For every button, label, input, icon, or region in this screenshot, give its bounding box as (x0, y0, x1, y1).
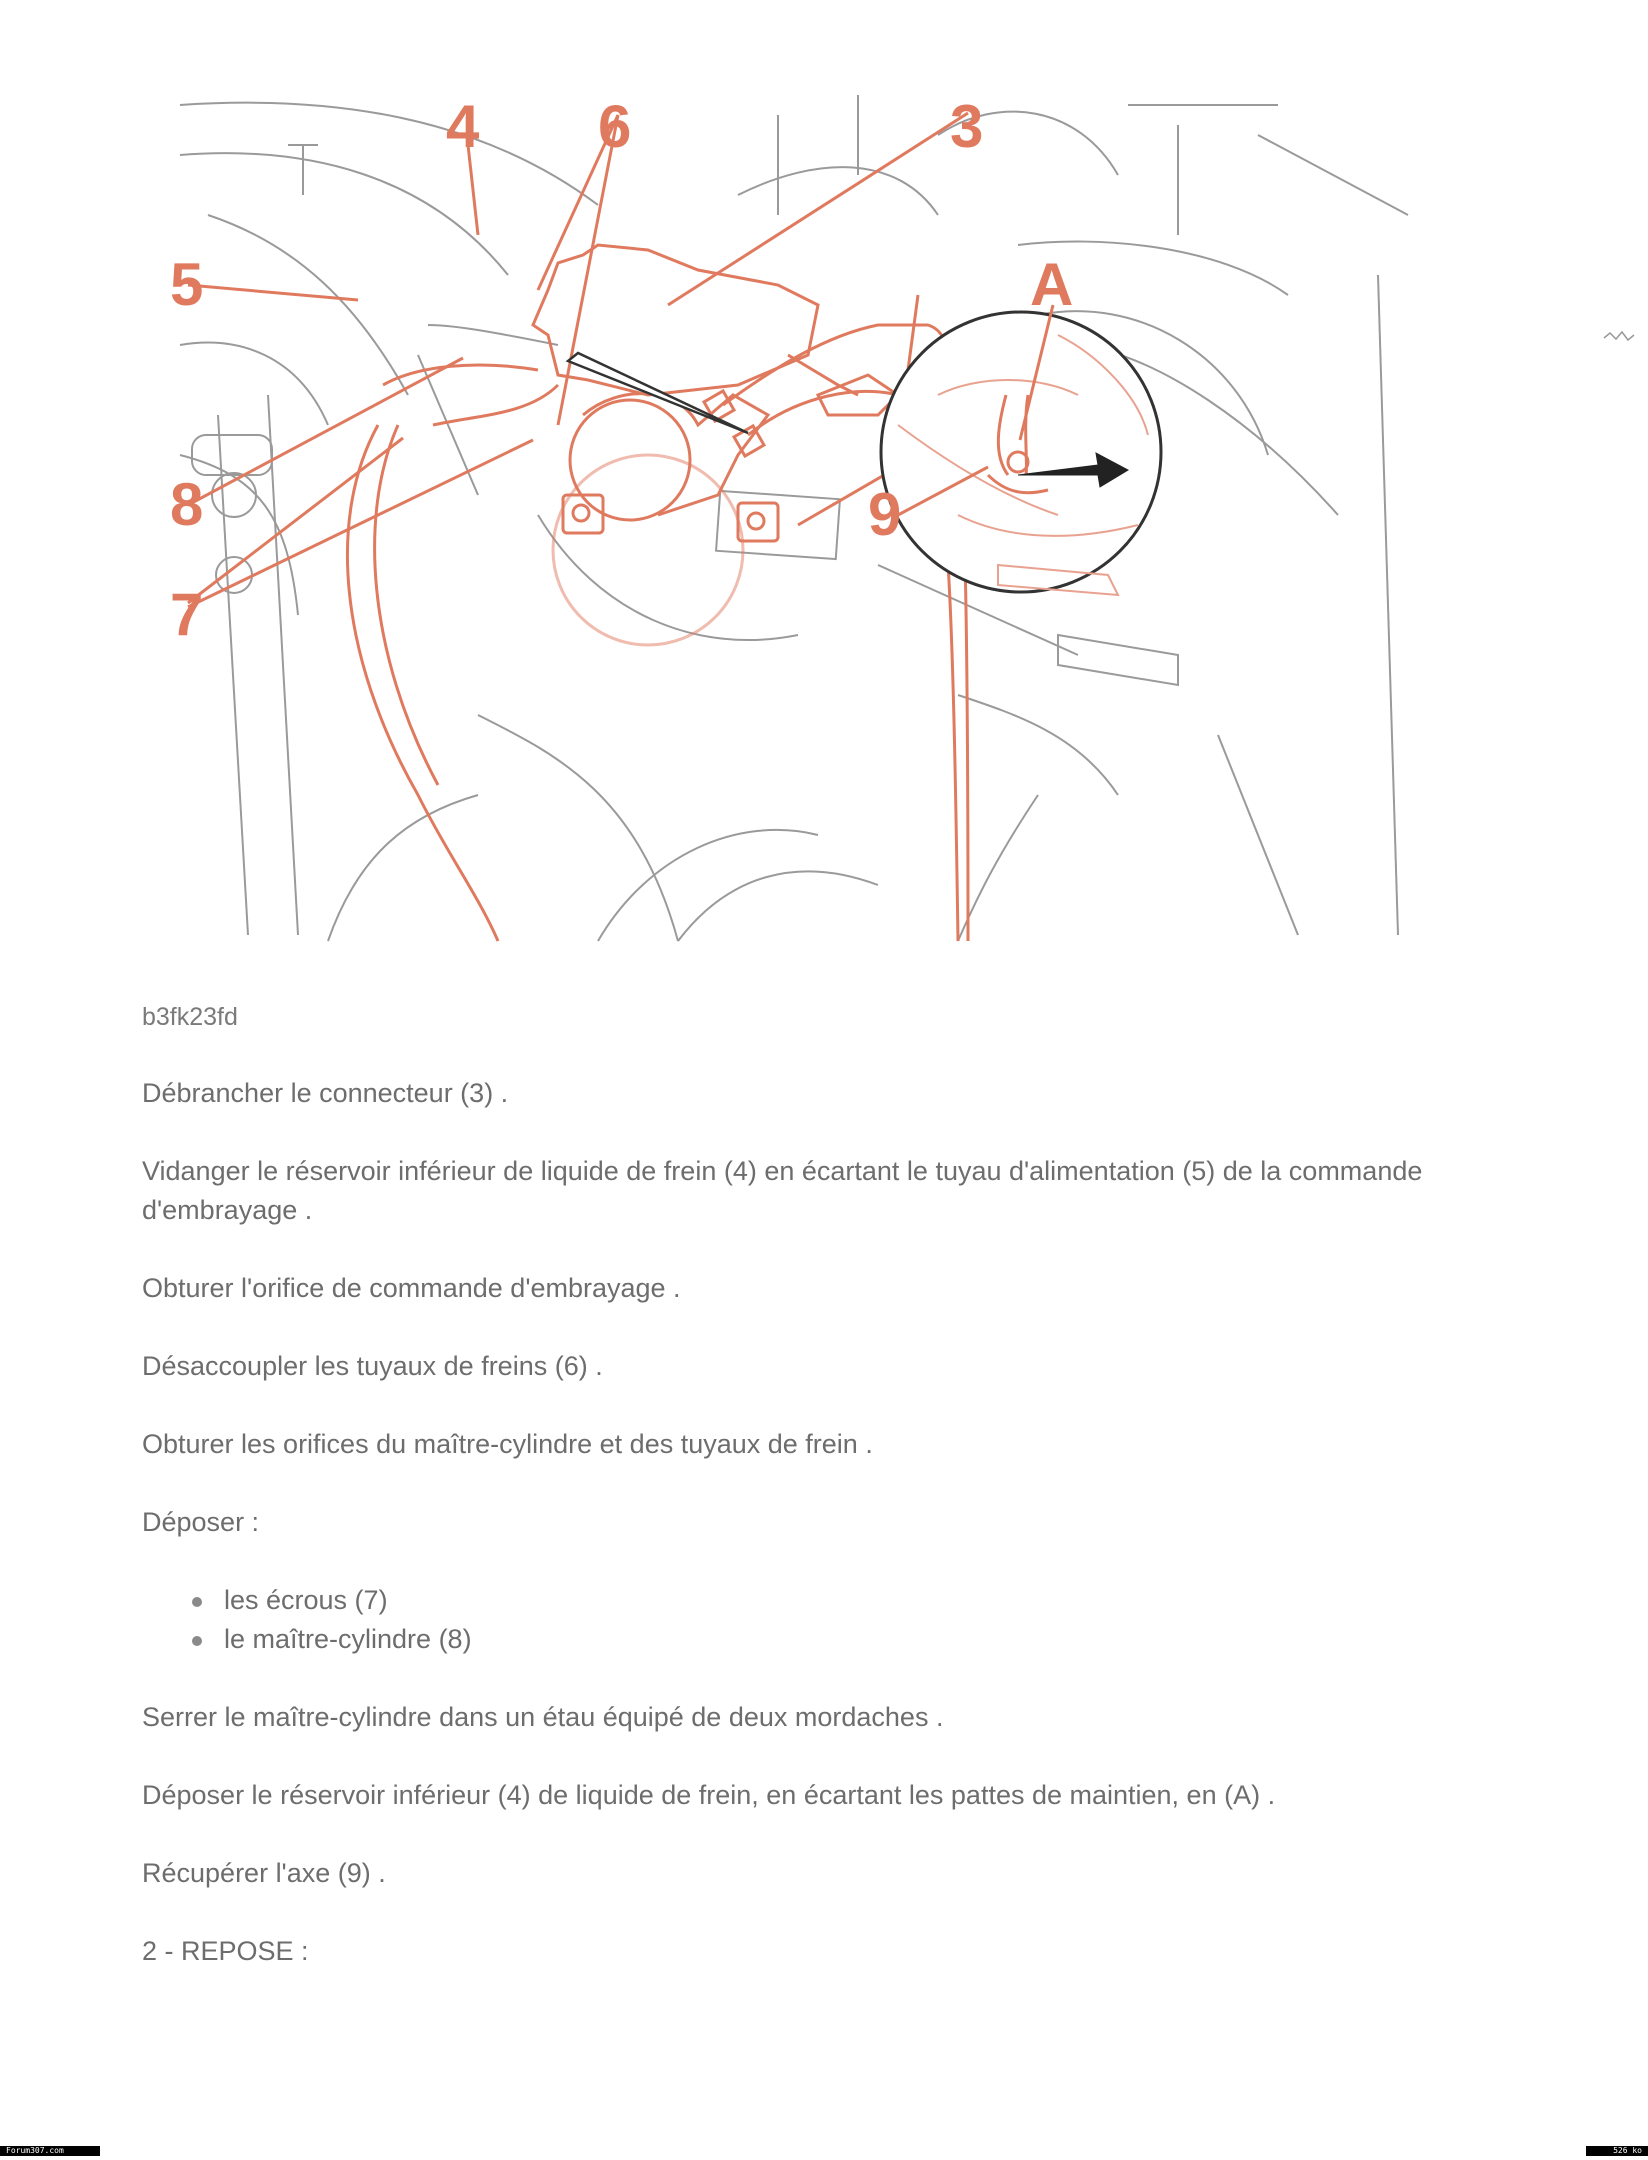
nut-left (563, 495, 603, 533)
figure-reference: b3fk23fd (142, 1003, 238, 1031)
reservoir-outline (533, 245, 818, 395)
step-recover-axle: Récupérer l'axe (9) . (142, 1858, 386, 1888)
zoom-inset (568, 305, 1161, 595)
removal-list (142, 1581, 1442, 1659)
step-plug-orifices: Obturer les orifices du maître-cylindre et des tuyaux de frein . (142, 1429, 873, 1459)
supply-hose (383, 365, 538, 385)
label-6: 6 (598, 93, 632, 160)
label-4: 4 (446, 93, 480, 160)
label-5: 5 (170, 251, 204, 318)
master-cylinder-diagram (170, 93, 1410, 941)
technical-illustration (170, 93, 1410, 941)
label-3: 3 (950, 93, 984, 160)
list-item: le maître-cylindre (8) (192, 1620, 1442, 1659)
label-7: 7 (170, 581, 204, 648)
step-disconnect-brake-pipes: Désaccoupler les tuyaux de freins (6) . (142, 1351, 603, 1381)
section-heading-repose: 2 - REPOSE : (142, 1936, 309, 1966)
step-clamp-cylinder: Serrer le maître-cylindre dans un étau équipé de deux mordaches . (142, 1702, 944, 1732)
step-remove-reservoir: Déposer le réservoir inférieur (4) de liquide de frein, en écartant les pattes de maintien, en (A) . (142, 1780, 1276, 1810)
part-outlines (347, 245, 968, 941)
master-cylinder-outline (570, 400, 690, 520)
label-9: 9 (868, 481, 902, 548)
footer-size-badge: 526 ko (1586, 2146, 1648, 2156)
step-drain-reservoir: Vidanger le réservoir inférieur de liquide de frein (4) en écartant le tuyau d'alimentation (5) de la commande d'embrayage . (142, 1156, 1423, 1225)
nut-right (738, 503, 778, 541)
document-body (142, 998, 1442, 2010)
footer-source-badge: Forum307.com (0, 2146, 100, 2156)
engine-bay-sketch (180, 95, 1408, 941)
label-8: 8 (170, 471, 204, 538)
step-remove-heading: Déposer : (142, 1507, 260, 1537)
step-plug-clutch-port: Obturer l'orifice de commande d'embrayage . (142, 1273, 681, 1303)
step-disconnect-connector: Débrancher le connecteur (3) . (142, 1078, 509, 1108)
label-A: A (1030, 251, 1074, 318)
list-item: les écrous (7) (192, 1581, 1442, 1620)
scan-artifact-icon (1602, 330, 1636, 344)
